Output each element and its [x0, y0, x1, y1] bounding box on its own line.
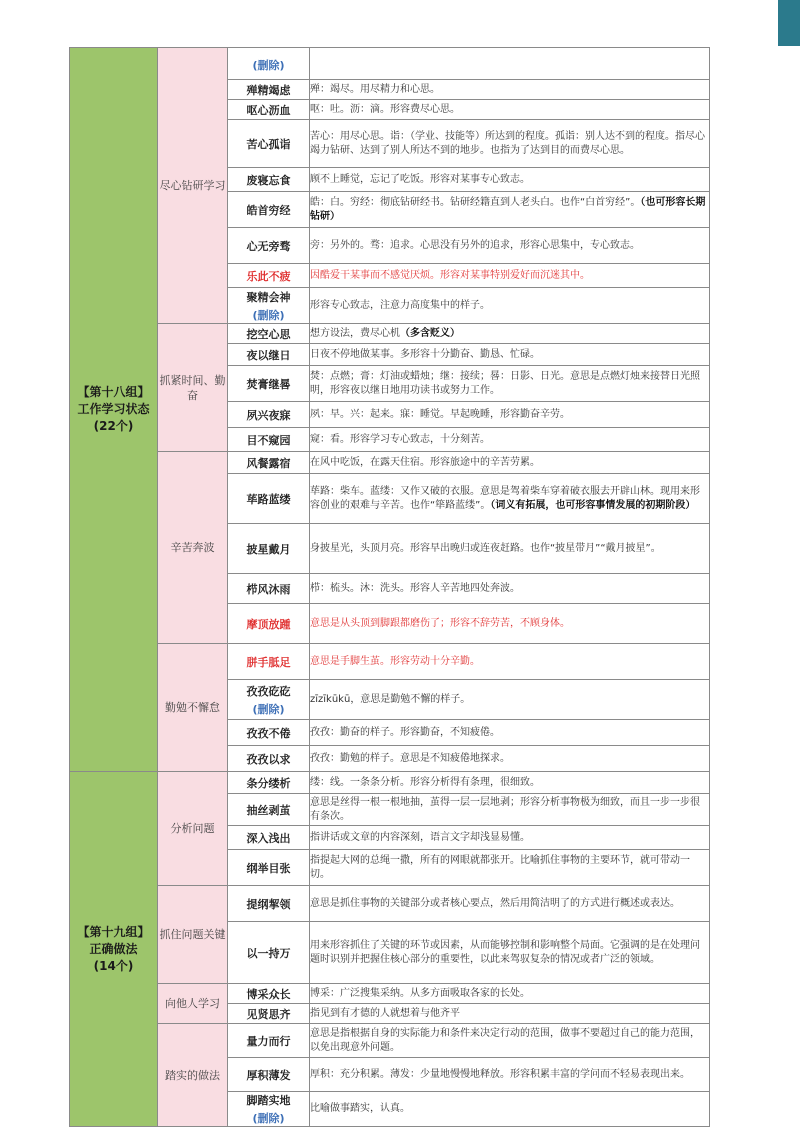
idiom-table — [69, 47, 710, 1127]
idiom-term: 挖空心思 — [228, 324, 310, 344]
idiom-term: 条分缕析 — [228, 772, 310, 794]
idiom-term: 聚精会神 (删除) — [228, 288, 310, 324]
idiom-definition: 意思是从头顶到脚跟都磨伤了；形容不辞劳苦，不顾身体。 — [310, 604, 710, 644]
idiom-term: 量力而行 — [228, 1024, 310, 1058]
idiom-definition: 顾不上睡觉，忘记了吃饭。形容对某事专心致志。 — [310, 168, 710, 192]
page-edge-tab — [778, 0, 800, 46]
idiom-definition: 因酷爱干某事而不感觉厌烦。形容对某事特别爱好而沉迷其中。 — [310, 264, 710, 288]
group-19-label: 【第十九组】 正确做法 (14个) — [70, 772, 158, 1127]
idiom-term: 呕心沥血 — [228, 100, 310, 120]
category-concentrate-study: 尽心钻研学习 — [158, 48, 228, 324]
idiom-definition: 想方设法，费尽心机（多含贬义） — [310, 324, 710, 344]
idiom-term: 乐此不疲 — [228, 264, 310, 288]
idiom-term: 脚踏实地 (删除) — [228, 1092, 310, 1127]
idiom-definition: 孜孜：勤勉的样子。意思是不知疲倦地探求。 — [310, 746, 710, 772]
idiom-term: (删除) — [228, 48, 310, 80]
idiom-definition: 意思是丝得一根一根地抽，茧得一层一层地剥；形容分析事物极为细致，而且一步一步很有条次。 — [310, 794, 710, 826]
category-diligent-persistent: 勤勉不懈怠 — [158, 644, 228, 772]
idiom-term: 皓首穷经 — [228, 192, 310, 228]
idiom-term: 心无旁骛 — [228, 228, 310, 264]
idiom-term: 荜路蓝缕 — [228, 474, 310, 524]
idiom-term: 焚膏继晷 — [228, 366, 310, 402]
idiom-definition: 日夜不停地做某事。多形容十分勤奋、勤恳、忙碌。 — [310, 344, 710, 366]
idiom-definition: 用来形容抓住了关键的环节或因素，从而能够控制和影响整个局面。它强调的是在处理问题时识别并把握住核心部分的重要性，以此来驾驭复杂的情况或者广泛的领域。 — [310, 922, 710, 984]
idiom-definition: zīzīkūkū，意思是勤勉不懈的样子。 — [310, 680, 710, 720]
idiom-term: 纲举目张 — [228, 850, 310, 886]
idiom-definition: 苦心：用尽心思。诣：（学业、技能等）所达到的程度。孤诣：别人达不到的程度。指尽心竭力钻研、达到了别人所达不到的地步。也指为了达到目的而费尽心思。 — [310, 120, 710, 168]
idiom-definition: 荜路：柴车。蓝缕：又作又破的衣服。意思是驾着柴车穿着破衣服去开辟山林。现用来形容创业的艰难与辛苦。也作“筚路蓝缕”。（词义有拓展，也可形容事情发展的初期阶段） — [310, 474, 710, 524]
idiom-definition: 指提起大网的总绳一撒，所有的网眼就都张开。比喻抓住事物的主要环节，就可带动一切。 — [310, 850, 710, 886]
idiom-term: 博采众长 — [228, 984, 310, 1004]
idiom-definition: 焚：点燃；膏：灯油或蜡烛；继：接续；晷：日影、日光。意思是点燃灯烛来接替日光照明，形容夜以继日地用功读书或努力工作。 — [310, 366, 710, 402]
idiom-definition: 指见到有才德的人就想着与他齐平 — [310, 1004, 710, 1024]
idiom-definition: 身披星光，头顶月亮。形容早出晚归或连夜赶路。也作“披星带月”“戴月披星”。 — [310, 524, 710, 574]
category-analyze-problem: 分析问题 — [158, 772, 228, 886]
idiom-definition: 比喻做事踏实，认真。 — [310, 1092, 710, 1127]
idiom-term: 风餐露宿 — [228, 452, 310, 474]
idiom-term: 苦心孤诣 — [228, 120, 310, 168]
idiom-term: 摩顶放踵 — [228, 604, 310, 644]
idiom-term: 废寝忘食 — [228, 168, 310, 192]
idiom-term: 厚积薄发 — [228, 1058, 310, 1092]
idiom-definition — [310, 48, 710, 80]
idiom-definition: 栉：梳头。沐：洗头。形容人辛苦地四处奔波。 — [310, 574, 710, 604]
category-practical-approach: 踏实的做法 — [158, 1024, 228, 1127]
idiom-term: 披星戴月 — [228, 524, 310, 574]
category-grasp-key: 抓住问题关键 — [158, 886, 228, 984]
category-hurry-diligent: 抓紧时间、勤奋 — [158, 324, 228, 452]
idiom-definition: 呕：吐。沥：滴。形容费尽心思。 — [310, 100, 710, 120]
idiom-term: 孜孜不倦 — [228, 720, 310, 746]
idiom-definition: 意思是指根据自身的实际能力和条件来决定行动的范围，做事不要超过自己的能力范围，以免出现意外问题。 — [310, 1024, 710, 1058]
idiom-term: 栉风沐雨 — [228, 574, 310, 604]
idiom-definition: 窥：看。形容学习专心致志，十分刻苦。 — [310, 428, 710, 452]
idiom-definition: 缕：线。一条条分析。形容分析得有条理，很细致。 — [310, 772, 710, 794]
idiom-term: 孜孜以求 — [228, 746, 310, 772]
idiom-term: 见贤思齐 — [228, 1004, 310, 1024]
idiom-term: 目不窥园 — [228, 428, 310, 452]
idiom-term: 夙兴夜寐 — [228, 402, 310, 428]
idiom-definition: 在风中吃饭，在露天住宿。形容旅途中的辛苦劳累。 — [310, 452, 710, 474]
idiom-definition: 旁：另外的。骛：追求。心思没有另外的追求，形容心思集中，专心致志。 — [310, 228, 710, 264]
idiom-term: 孜孜矻矻 (删除) — [228, 680, 310, 720]
idiom-term: 胼手胝足 — [228, 644, 310, 680]
idiom-term: 深入浅出 — [228, 826, 310, 850]
idiom-term: 以一持万 — [228, 922, 310, 984]
category-hard-travel: 辛苦奔波 — [158, 452, 228, 644]
idiom-definition: 博采：广泛搜集采纳。从多方面吸取各家的长处。 — [310, 984, 710, 1004]
idiom-definition: 形容专心致志，注意力高度集中的样子。 — [310, 288, 710, 324]
idiom-definition: 皓：白。穷经：彻底钻研经书。钻研经籍直到人老头白。也作“白首穷经”。（也可形容长期钻研） — [310, 192, 710, 228]
idiom-term: 殚精竭虑 — [228, 80, 310, 100]
idiom-definition: 厚积：充分积累。薄发：少量地慢慢地释放。形容积累丰富的学问而不轻易表现出来。 — [310, 1058, 710, 1092]
idiom-definition: 意思是手脚生茧。形容劳动十分辛勤。 — [310, 644, 710, 680]
idiom-definition: 意思是抓住事物的关键部分或者核心要点，然后用简洁明了的方式进行概述或表达。 — [310, 886, 710, 922]
idiom-definition: 孜孜：勤奋的样子。形容勤奋，不知疲倦。 — [310, 720, 710, 746]
idiom-definition: 殚：竭尽。用尽精力和心思。 — [310, 80, 710, 100]
group-18-label: 【第十八组】 工作学习状态 (22个) — [70, 48, 158, 772]
idiom-term: 抽丝剥茧 — [228, 794, 310, 826]
category-learn-from-others: 向他人学习 — [158, 984, 228, 1024]
idiom-term: 夜以继日 — [228, 344, 310, 366]
idiom-definition: 指讲话或文章的内容深刻，语言文字却浅显易懂。 — [310, 826, 710, 850]
idiom-definition: 夙：早。兴：起来。寐：睡觉。早起晚睡，形容勤奋辛劳。 — [310, 402, 710, 428]
idiom-term: 提纲挈领 — [228, 886, 310, 922]
